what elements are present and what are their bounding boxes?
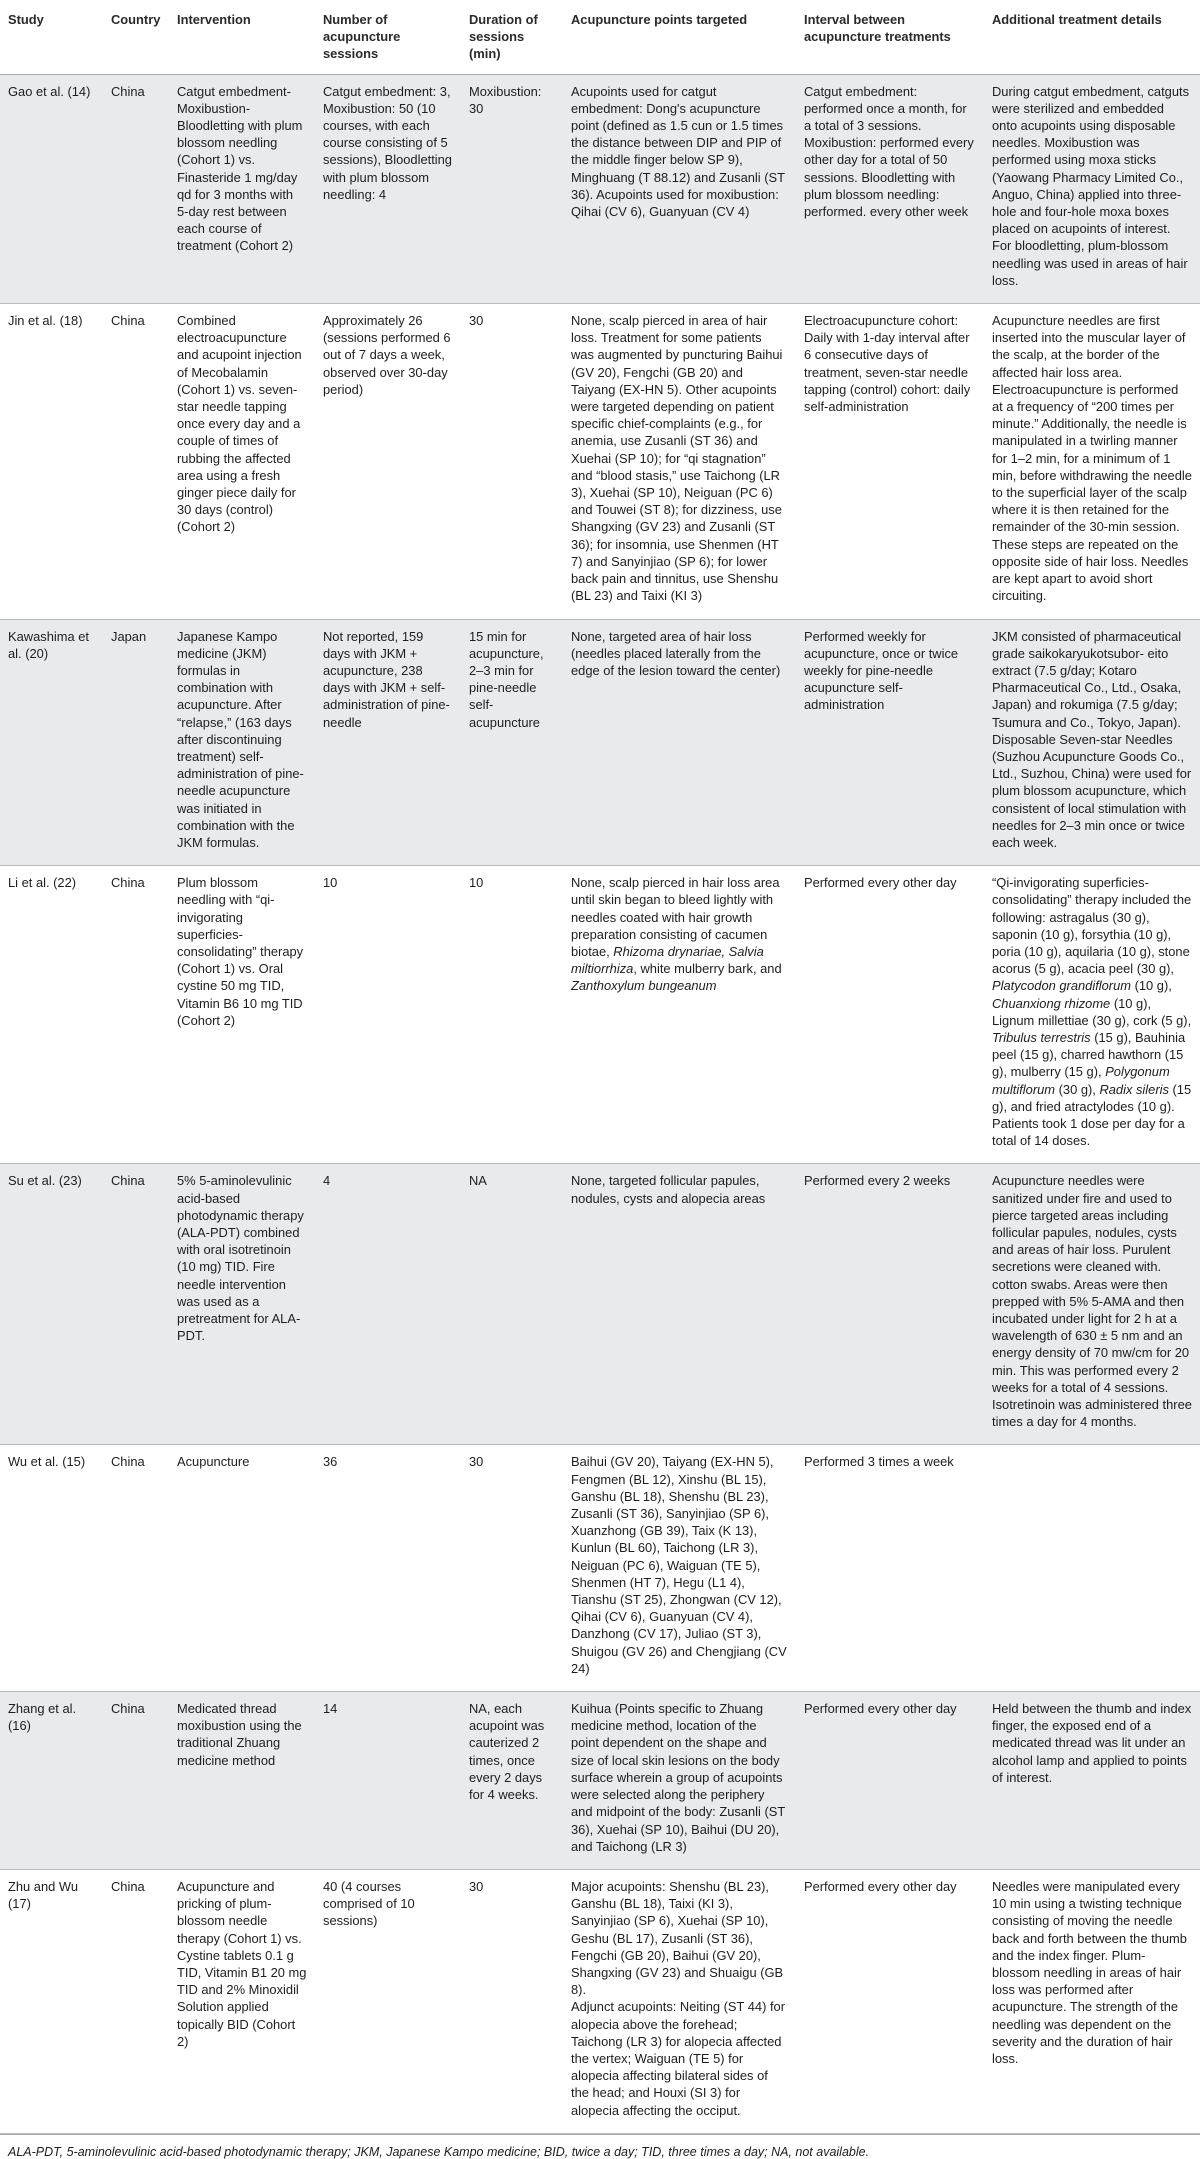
cell-sessions: 14 [315, 1692, 461, 1870]
cell-study: Gao et al. (14) [0, 74, 103, 303]
header-sessions: Number of acupuncture sessions [315, 0, 461, 74]
cell-sessions: 4 [315, 1164, 461, 1445]
details-species-italic: Platycodon grandiflorum [992, 978, 1132, 994]
points-text: , white mulberry bark, and [633, 961, 782, 977]
points-adjunct: Adjunct acupoints: Neiting (ST 44) for alopecia above the forehead; Taichong (LR 3) for alopecia affected the vertex; Waiguan (TE 5) for alopecia affecting bilateral sides of the head; and Houxi (SI 3) for alopecia affecting the occiput. [571, 1999, 785, 2118]
cell-country: China [103, 74, 169, 303]
table-header-row [0, 0, 1200, 74]
details-text: “Qi-invigorating superficies-consolidating” therapy included the following: astragalus (30 g), saponin (10 g), forsythia (10 g), poria (10 g), aquilaria (10 g), stone acorus (5 g), acacia peel (30 g), [992, 875, 1192, 977]
table-row [0, 304, 1200, 619]
cell-intervention: Acupuncture [169, 1445, 315, 1692]
points-species-italic: Zanthoxylum bungeanum [571, 978, 717, 994]
cell-interval: Performed every other day [796, 866, 984, 1164]
table-row [0, 1445, 1200, 1692]
cell-details [984, 1445, 1200, 1692]
cell-duration: 30 [461, 1445, 563, 1692]
header-points: Acupuncture points targeted [563, 0, 796, 74]
cell-points: Baihui (GV 20), Taiyang (EX-HN 5), Fengmen (BL 12), Xinshu (BL 15), Ganshu (BL 18), Shenshu (BL 23), Zusanli (ST 36), Sanyinjiao (SP 6), Xuanzhong (GB 39), Taix (K 13), Kunlun (BL 60), Taichong (LR 3), Neiguan (PC 6), Waiguan (TE 5), Shenmen (HT 7), Hegu (L1 4), Tianshu (ST 25), Zhongwan (CV 12), Qihai (CV 6), Guanyuan (CV 4), Danzhong (CV 17), Juliao (ST 3), Shuigou (GV 26) and Chengjiang (CV 24) [563, 1445, 796, 1692]
cell-interval: Performed every other day [796, 1692, 984, 1870]
cell-intervention: Combined electroacupuncture and acupoint injection of Mecobalamin (Cohort 1) vs. seven-star needle tapping once every day and a couple of times of rubbing the affected area using a fresh ginger piece daily for 30 days (control) (Cohort 2) [169, 304, 315, 619]
cell-details: During catgut embedment, catguts were sterilized and embedded onto acupoints using disposable needles. Moxibustion was performed using moxa sticks (Yaowang Pharmacy Limited Co., Anguo, China) applied into three-hole and four-hole moxa boxes placed on acupoints of interest. For bloodletting, plum-blossom needling was used in areas of hair loss. [984, 74, 1200, 303]
cell-intervention: Acupuncture and pricking of plum-blossom needle therapy (Cohort 1) vs. Cystine tablets 0.1 g TID, Vitamin B1 20 mg TID and 2% Minoxidil Solution applied topically BID (Cohort 2) [169, 1869, 315, 2133]
cell-points [563, 1869, 796, 2133]
cell-duration: NA, each acupoint was cauterized 2 times, once every 2 days for 4 weeks. [461, 1692, 563, 1870]
cell-study: Kawashima et al. (20) [0, 619, 103, 866]
cell-details: Acupuncture needles were sanitized under fire and used to pierce targeted areas including follicular papules, nodules, cysts and areas of hair loss. Purulent secretions were cleaned with. cotton swabs. Areas were then prepped with 5% 5-AMA and then incubated under light for 2 h at a wavelength of 630 ± 5 nm and an energy density of 70 mw/cm for 20 min. This was performed every 2 weeks for a total of 4 sessions. Isotretinoin was administered three times a day for 4 months. [984, 1164, 1200, 1445]
cell-interval: Electroacupuncture cohort: Daily with 1-day interval after 6 consecutive days of treatment, seven-star needle tapping (control) cohort: daily self-administration [796, 304, 984, 619]
header-country: Country [103, 0, 169, 74]
details-text: (15 g), Bauhinia peel (15 g), charred hawthorn (15 g), mulberry (15 g), [992, 1029, 1186, 1080]
cell-intervention: Medicated thread moxibustion using the traditional Zhuang medicine method [169, 1692, 315, 1870]
table-row [0, 619, 1200, 866]
table-footnote: ALA-PDT, 5-aminolevulinic acid-based photodynamic therapy; JKM, Japanese Kampo medicine; BID, twice a day; TID, three times a day; NA, not available. [0, 2134, 1200, 2159]
cell-sessions: 40 (4 courses comprised of 10 sessions) [315, 1869, 461, 2133]
details-species-italic: Chuanxiong rhizome [992, 995, 1111, 1011]
cell-country: China [103, 304, 169, 619]
table-row [0, 1164, 1200, 1445]
cell-sessions: Not reported, 159 days with JKM + acupuncture, 238 days with JKM + self-administration of pine-needle [315, 619, 461, 866]
cell-country: China [103, 1445, 169, 1692]
table-row [0, 1869, 1200, 2133]
cell-country: China [103, 866, 169, 1164]
cell-sessions: Catgut embedment: 3, Moxibustion: 50 (10 courses, with each course consisting of 5 sessions), Bloodletting with plum blossom needling: 4 [315, 74, 461, 303]
cell-interval: Catgut embedment: performed once a month, for a total of 3 sessions. Moxibustion: performed every other day for a total of 50 sessions. Bloodletting with plum blossom needling: performed. every other week [796, 74, 984, 303]
cell-duration: 10 [461, 866, 563, 1164]
cell-intervention: Catgut embedment-Moxibustion-Bloodletting with plum blossom needling (Cohort 1) vs. Finasteride 1 mg/day qd for 3 months with 5-day rest between each course of treatment (Cohort 2) [169, 74, 315, 303]
cell-points: None, scalp pierced in area of hair loss. Treatment for some patients was augmented by puncturing Baihui (GV 20), Fengchi (GB 20) and Taiyang (EX-HN 5). Other acupoints were targeted depending on patient specific chief-complaints (e.g., for anemia, use Zusanli (ST 36) and Xuehai (SP 10); for “qi stagnation” and “blood stasis,” use Taichong (LR 3), Xuehai (SP 10), Neiguan (PC 6) and Touwei (ST 8); for dizziness, use Shangxing (GV 23) and Zusanli (ST 36); for insomnia, use Shenmen (HT 7) and Sanyinjiao (SP 6); for lower back pain and tinnitus, use Shenshu (BL 23) and Taixi (KI 3) [563, 304, 796, 619]
cell-country: China [103, 1869, 169, 2133]
cell-duration: 30 [461, 304, 563, 619]
cell-interval: Performed every 2 weeks [796, 1164, 984, 1445]
details-species-italic: Polygonum multiflorum [992, 1064, 1170, 1097]
cell-details [984, 866, 1200, 1164]
cell-study: Li et al. (22) [0, 866, 103, 1164]
points-species-italic: Rhizoma drynariae, Salvia miltiorrhiza [571, 943, 764, 977]
cell-sessions: 36 [315, 1445, 461, 1692]
details-text: (10 g), [1131, 978, 1172, 994]
cell-country: China [103, 1692, 169, 1870]
table-row [0, 74, 1200, 303]
cell-study: Su et al. (23) [0, 1164, 103, 1445]
cell-duration: NA [461, 1164, 563, 1445]
details-text: (15 g), and fried atractylodes (10 g). Patients took 1 dose per day for a total of 14 doses. [992, 1081, 1192, 1149]
cell-duration: 30 [461, 1869, 563, 2133]
cell-sessions: Approximately 26 (sessions performed 6 out of 7 days a week, observed over 30-day period) [315, 304, 461, 619]
cell-interval: Performed weekly for acupuncture, once or twice weekly for pine-needle acupuncture self-administration [796, 619, 984, 866]
points-major: Major acupoints: Shenshu (BL 23), Ganshu (BL 18), Taixi (KI 3), Sanyinjiao (SP 6), Xuehai (SP 10), Geshu (BL 17), Zusanli (ST 36), Fengchi (GB 20), Baihui (GV 20), Shangxing (GV 23) and Shuaigu (GB 8). [571, 1878, 784, 1998]
cell-details: Held between the thumb and index finger, the exposed end of a medicated thread was lit under an alcohol lamp and applied to points of interest. [984, 1692, 1200, 1870]
cell-points [563, 866, 796, 1164]
cell-points: None, targeted follicular papules, nodules, cysts and alopecia areas [563, 1164, 796, 1445]
header-duration: Duration of sessions (min) [461, 0, 563, 74]
cell-study: Wu et al. (15) [0, 1445, 103, 1692]
cell-country: China [103, 1164, 169, 1445]
cell-points: Acupoints used for catgut embedment: Dong's acupuncture point (defined as 1.5 cun or 1.5 times the distance between DIP and PIP of the middle finger below SP 9), Minghuang (T 88.12) and Zusanli (ST 36). Acupoints used for moxibustion: Qihai (CV 6), Guanyuan (CV 4) [563, 74, 796, 303]
cell-intervention: Japanese Kampo medicine (JKM) formulas in combination with acupuncture. After “relapse,” (163 days after discontinuing treatment) self-administration of pine-needle acupuncture was initiated in combination with the JKM formulas. [169, 619, 315, 866]
cell-duration: 15 min for acupuncture, 2–3 min for pine-needle self-acupuncture [461, 619, 563, 866]
details-text: (10 g), Lignum millettiae (30 g), cork (5 g), [992, 995, 1192, 1028]
header-interval: Interval between acupuncture treatments [796, 0, 984, 74]
cell-country: Japan [103, 619, 169, 866]
cell-study: Jin et al. (18) [0, 304, 103, 619]
cell-points: None, targeted area of hair loss (needles placed laterally from the edge of the lesion toward the center) [563, 619, 796, 866]
cell-intervention: Plum blossom needling with “qi-invigorating superficies-consolidating” therapy (Cohort 1) vs. Oral cystine 50 mg TID, Vitamin B6 10 mg TID (Cohort 2) [169, 866, 315, 1164]
cell-study: Zhang et al. (16) [0, 1692, 103, 1870]
points-text: None, scalp pierced in hair loss area until skin began to bleed lightly with needles coated with hair growth preparation consisting of cacumen biotae, [571, 875, 780, 959]
table-row [0, 1692, 1200, 1870]
table-row [0, 866, 1200, 1164]
cell-study: Zhu and Wu (17) [0, 1869, 103, 2133]
cell-details: JKM consisted of pharmaceutical grade saikokaryukotsubor- eito extract (7.5 g/day; Kotaro Pharmaceutical Co., Ltd., Osaka, Japan) and rokumiga (7.5 g/day; Tsumura and Co., Tokyo, Japan). Disposable Seven-star Needles (Suzhou Acupuncture Goods Co., Ltd., Suzhou, China) were used for plum blossom acupuncture, which consistent of local stimulation with needles for 2–3 min once or twice each week. [984, 619, 1200, 866]
header-details: Additional treatment details [984, 0, 1200, 74]
cell-interval: Performed 3 times a week [796, 1445, 984, 1692]
cell-intervention: 5% 5-aminolevulinic acid-based photodynamic therapy (ALA-PDT) combined with oral isotretinoin (10 mg) TID. Fire needle intervention was used as a pretreatment for ALA-PDT. [169, 1164, 315, 1445]
cell-points: Kuihua (Points specific to Zhuang medicine method, location of the point dependent on the shape and size of local skin lesions on the body surface wherein a group of acupoints were selected along the periphery and midpoint of the body: Zusanli (ST 36), Xuehai (SP 10), Baihui (DU 20), and Taichong (LR 3) [563, 1692, 796, 1870]
details-species-italic: Tribulus terrestris [992, 1029, 1091, 1045]
details-text: (30 g), [1055, 1081, 1100, 1097]
cell-sessions: 10 [315, 866, 461, 1164]
header-intervention: Intervention [169, 0, 315, 74]
cell-interval: Performed every other day [796, 1869, 984, 2133]
details-species-italic: Radix sileris [1099, 1081, 1169, 1097]
cell-duration: Moxibustion: 30 [461, 74, 563, 303]
cell-details: Needles were manipulated every 10 min using a twisting technique consisting of moving the needle back and forth between the thumb and the index finger. Plum-blossom needling in areas of hair loss was performed after acupuncture. The strength of the needling was dependent on the severity and the duration of hair loss. [984, 1869, 1200, 2133]
cell-details: Acupuncture needles are first inserted into the muscular layer of the scalp, at the border of the affected hair loss area. Electroacupuncture is performed at a frequency of “200 times per minute.” Additionally, the needle is manipulated in a twirling manner for 1–2 min, for a minimum of 1 min, before withdrawing the needle to the superficial layer of the scalp where it is then retained for the remainder of the 30-min session. These steps are repeated on the opposite side of hair loss. Needles are kept apart to avoid short circuiting. [984, 304, 1200, 619]
header-study: Study [0, 0, 103, 74]
